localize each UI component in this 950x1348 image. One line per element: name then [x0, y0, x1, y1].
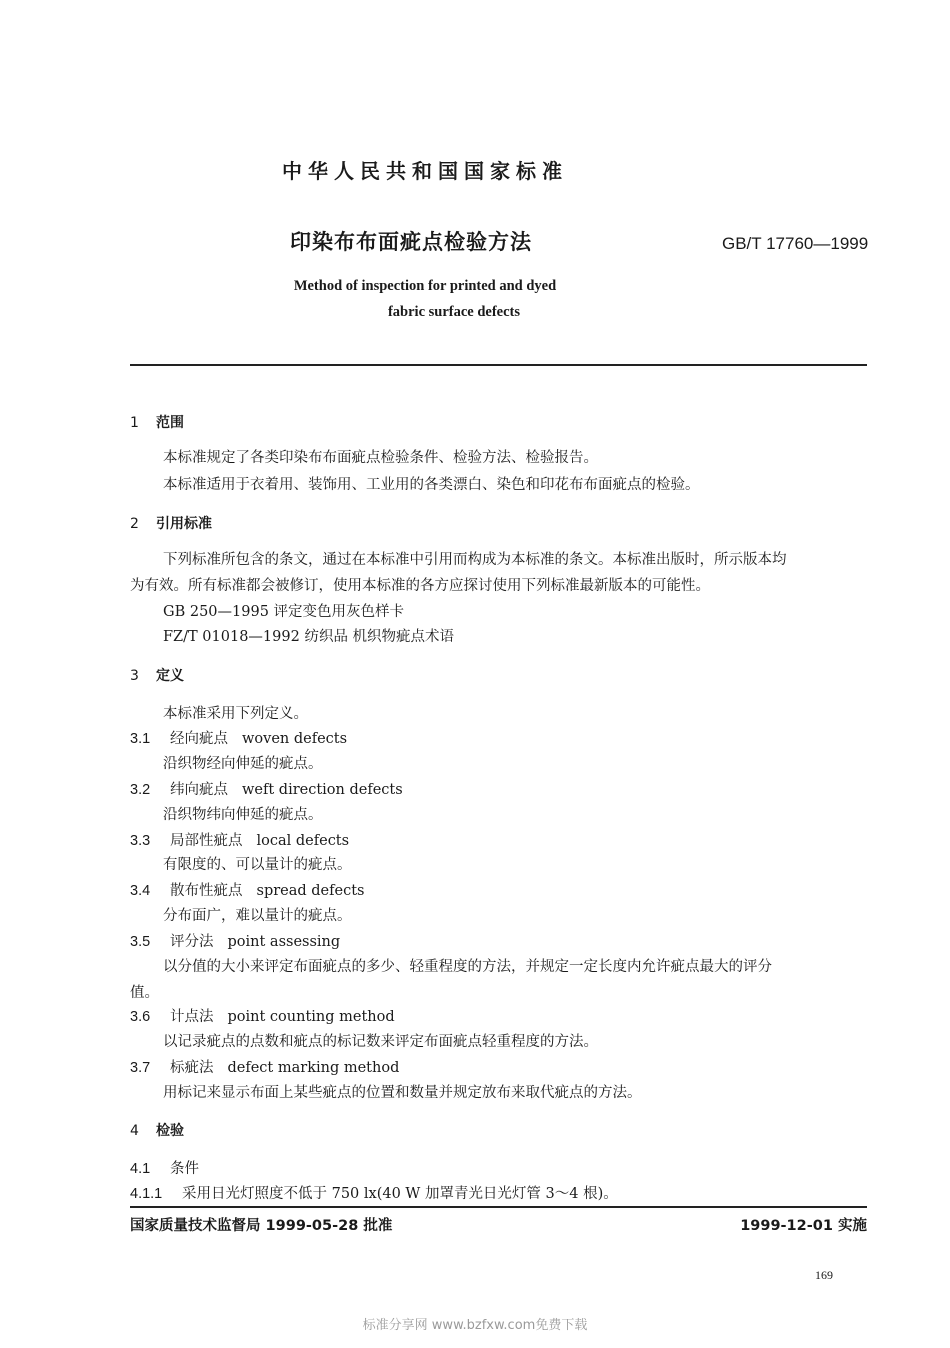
- section-number: 4: [130, 1123, 139, 1139]
- definition-text: 以记录疵点的点数和疵点的标记数来评定布面疵点轻重程度的方法。: [163, 1034, 598, 1050]
- clause-number: 3.5: [130, 934, 151, 950]
- subclause-title: 条件: [170, 1161, 199, 1177]
- approval-line: 国家质量技术监督局 1999-05-28 批准: [130, 1218, 393, 1234]
- definition-term: [130, 1056, 399, 1077]
- document-title-cn: 印染布布面疵点检验方法: [290, 230, 532, 254]
- clause-number: 3.2: [130, 782, 151, 798]
- section-number: 3: [130, 668, 139, 684]
- national-standard-heading: 中华人民共和国国家标准: [282, 159, 568, 183]
- subclause-text: [130, 1182, 618, 1203]
- term-cn: 纬向疵点: [170, 782, 228, 798]
- reference-standard: GB 250—1995 评定变色用灰色样卡: [163, 604, 405, 620]
- document-title-en: [0, 273, 850, 325]
- implementation-date: 1999-12-01 实施: [740, 1218, 867, 1234]
- definition-text-continuation: 值。: [130, 985, 159, 1001]
- term-en: weft direction defects: [242, 782, 403, 798]
- term-cn: 经向疵点: [170, 731, 228, 747]
- subclause-heading: [130, 1157, 199, 1178]
- page-number: 169: [815, 1268, 833, 1282]
- section-title: 范围: [156, 415, 184, 431]
- clause-number: 3.6: [130, 1009, 151, 1025]
- term-cn: 散布性疵点: [170, 883, 243, 899]
- section-heading-1: [130, 412, 184, 432]
- definition-term: [130, 829, 349, 850]
- definition-term: [130, 879, 364, 900]
- section-heading-4: [130, 1120, 184, 1140]
- clause-number: 3.4: [130, 883, 151, 899]
- section-number: 1: [130, 415, 139, 431]
- term-en: point counting method: [227, 1009, 395, 1025]
- paragraph: 本标准适用于衣着用、装饰用、工业用的各类漂白、染色和印花布布面疵点的检验。: [163, 477, 700, 493]
- clause-number: 3.3: [130, 833, 151, 849]
- clause-number: 4.1: [130, 1161, 151, 1177]
- definition-text: 以分值的大小来评定布面疵点的多少、轻重程度的方法，并规定一定长度内允许疵点最大的评分: [163, 959, 772, 975]
- subclause-body: 采用日光灯照度不低于 750 lx(40 W 加罩青光日光灯管 3～4 根)。: [182, 1186, 618, 1202]
- reference-standard: FZ/T 01018—1992 纺织品 机织物疵点术语: [163, 629, 455, 645]
- header-divider: [130, 364, 867, 366]
- paragraph: 本标准采用下列定义。: [163, 706, 308, 722]
- section-title: 引用标准: [156, 516, 212, 532]
- title-en-line1: Method of inspection for printed and dyed: [293, 278, 557, 294]
- definition-text: 分布面广，难以量计的疵点。: [163, 908, 352, 924]
- clause-number: 4.1.1: [130, 1186, 163, 1202]
- footer-divider: [130, 1206, 867, 1208]
- clause-number: 3.7: [130, 1060, 151, 1076]
- section-number: 2: [130, 516, 139, 532]
- title-en-line2: fabric surface defects: [387, 304, 521, 320]
- section-heading-3: [130, 665, 184, 685]
- paragraph: 下列标准所包含的条文，通过在本标准中引用而构成为本标准的条文。本标准出版时，所示版本均: [163, 552, 787, 568]
- term-en: local defects: [256, 833, 350, 849]
- section-title: 检验: [156, 1123, 184, 1139]
- term-cn: 局部性疵点: [170, 833, 243, 849]
- clause-number: 3.1: [130, 731, 151, 747]
- definition-text: 沿织物经向伸延的疵点。: [163, 756, 323, 772]
- term-en: woven defects: [242, 731, 348, 747]
- definition-term: [130, 727, 347, 748]
- definition-term: [130, 778, 403, 799]
- term-cn: 评分法: [170, 934, 214, 950]
- term-en: spread defects: [256, 883, 365, 899]
- paragraph-continuation: 为有效。所有标准都会被修订，使用本标准的各方应探讨使用下列标准最新版本的可能性。: [130, 578, 710, 594]
- section-title: 定义: [156, 668, 184, 684]
- definition-text: 用标记来显示布面上某些疵点的位置和数量并规定放布来取代疵点的方法。: [163, 1085, 642, 1101]
- watermark: 标准分享网 www.bzfxw.com免费下载: [362, 1318, 588, 1333]
- section-heading-2: [130, 513, 212, 533]
- definition-text: 沿织物纬向伸延的疵点。: [163, 807, 323, 823]
- definition-term: [130, 1005, 395, 1026]
- definition-text: 有限度的、可以量计的疵点。: [163, 857, 352, 873]
- term-en: point assessing: [227, 934, 341, 950]
- standard-number: GB/T 17760—1999: [722, 234, 869, 253]
- definition-term: [130, 930, 340, 951]
- term-cn: 计点法: [170, 1009, 214, 1025]
- term-en: defect marking method: [227, 1060, 400, 1076]
- paragraph: 本标准规定了各类印染布布面疵点检验条件、检验方法、检验报告。: [163, 450, 598, 466]
- term-cn: 标疵法: [170, 1060, 214, 1076]
